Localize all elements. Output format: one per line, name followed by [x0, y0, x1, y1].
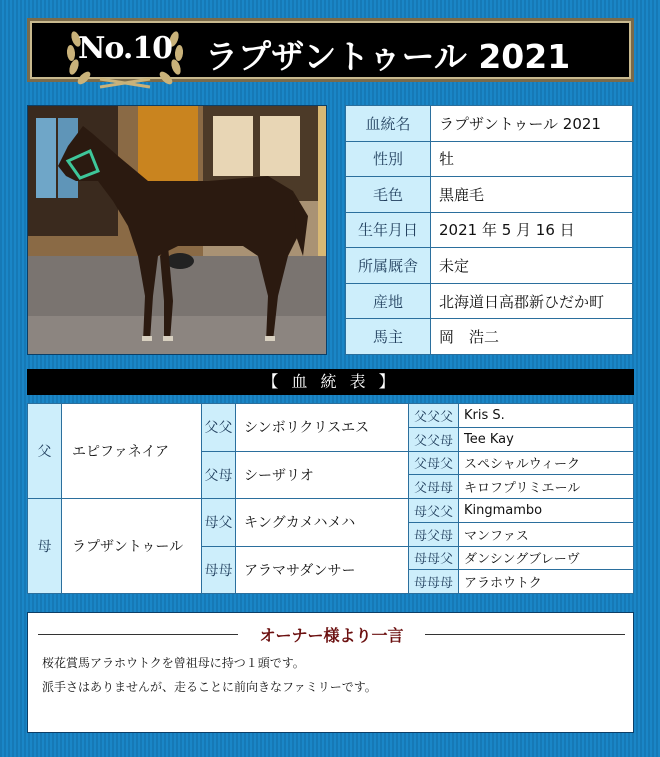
fmm-label: 父母母	[409, 475, 459, 499]
pedigree-table	[27, 403, 634, 594]
message-line: 桜花賞馬アラホウトクを曾祖母に持つ１頭です。	[42, 656, 305, 670]
mf-label: 母父	[202, 499, 236, 547]
sire-label: 父	[28, 404, 62, 499]
info-row	[346, 248, 633, 284]
ff-label: 父父	[202, 404, 236, 452]
message-line: 派手さはありませんが、走ることに前向きなファミリーです。	[42, 680, 377, 694]
fmm-name: キロフプリミエール	[459, 475, 634, 499]
mf-name: キングカメハメハ	[236, 499, 409, 547]
mm-name: アラマサダンサー	[236, 546, 409, 594]
owner-message-heading	[38, 623, 625, 645]
info-row	[346, 141, 633, 177]
owner-message-title: オーナー様より一言	[253, 623, 409, 646]
info-label: 性別	[346, 141, 431, 177]
ff-name: シンボリクリスエス	[236, 404, 409, 452]
info-value: 岡 浩二	[431, 319, 633, 355]
owner-message-body	[42, 651, 377, 699]
info-value: 黒鹿毛	[431, 177, 633, 213]
divider	[425, 634, 625, 635]
info-row	[346, 106, 633, 142]
mff-name: Kingmambo	[459, 499, 634, 523]
info-label: 血統名	[346, 106, 431, 142]
mfm-name: マンファス	[459, 522, 634, 546]
fmf-label: 父母父	[409, 451, 459, 475]
info-label: 所属厩舎	[346, 248, 431, 284]
info-row	[346, 319, 633, 355]
page-title: ラプザントゥール 2021	[205, 37, 571, 76]
info-value: ラプザントゥール 2021	[431, 106, 633, 142]
info-label: 生年月日	[346, 212, 431, 248]
info-value: 2021 年 5 月 16 日	[431, 212, 633, 248]
info-row	[346, 177, 633, 213]
fff-label: 父父父	[409, 404, 459, 428]
sire-name: エピファネイア	[62, 404, 202, 499]
info-label: 産地	[346, 283, 431, 319]
info-row	[346, 212, 633, 248]
info-row	[346, 283, 633, 319]
info-value: 未定	[431, 248, 633, 284]
fm-name: シーザリオ	[236, 451, 409, 499]
mm-label: 母母	[202, 546, 236, 594]
mfm-label: 母父母	[409, 522, 459, 546]
info-value: 牡	[431, 141, 633, 177]
info-value: 北海道日高郡新ひだか町	[431, 283, 633, 319]
info-label: 馬主	[346, 319, 431, 355]
mmf-name: ダンシングブレーヴ	[459, 546, 634, 570]
ffm-label: 父父母	[409, 427, 459, 451]
dam-label: 母	[28, 499, 62, 594]
info-label: 毛色	[346, 177, 431, 213]
number-badge	[60, 17, 190, 93]
fm-label: 父母	[202, 451, 236, 499]
mmf-label: 母母父	[409, 546, 459, 570]
divider	[38, 634, 238, 635]
horse-photo	[27, 105, 327, 355]
horse-info-table	[345, 105, 633, 355]
ffm-name: Tee Kay	[459, 427, 634, 451]
dam-name: ラプザントゥール	[62, 499, 202, 594]
pedigree-heading: 【 血 統 表 】	[27, 369, 634, 395]
horse-image	[28, 106, 327, 355]
fmf-name: スペシャルウィーク	[459, 451, 634, 475]
header-banner	[27, 18, 634, 82]
fff-name: Kris S.	[459, 404, 634, 428]
owner-message-box	[27, 612, 634, 733]
badge-number: No.10	[77, 31, 173, 66]
mmm-name: アラホウトク	[459, 570, 634, 594]
mmm-label: 母母母	[409, 570, 459, 594]
mff-label: 母父父	[409, 499, 459, 523]
